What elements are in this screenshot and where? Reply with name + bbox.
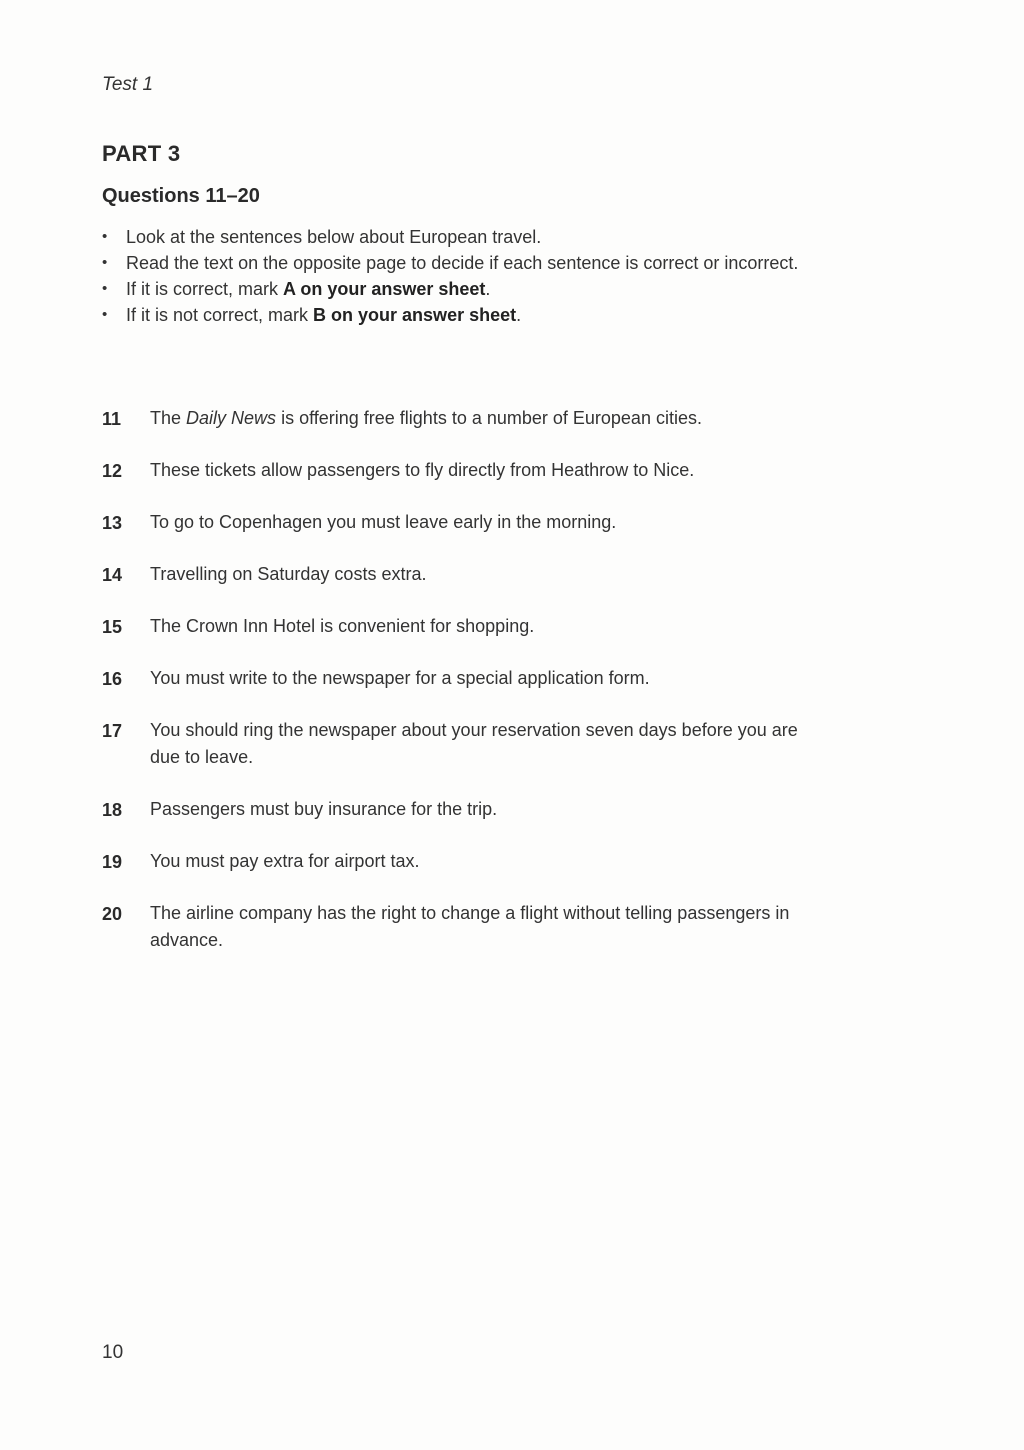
questions-list [102,405,832,979]
question-number: 18 [102,800,123,820]
part-title: PART 3 [102,141,181,166]
instruction-item [102,224,822,250]
bullet-icon: • [102,228,108,245]
question-item [102,457,832,484]
question-number: 15 [102,617,123,637]
bullet-icon: • [102,280,108,297]
instruction-item [102,276,822,302]
question-number: 16 [102,669,123,689]
bullet-icon: • [102,306,108,323]
question-text-part: The [150,408,187,428]
question-item [102,509,832,536]
question-text: You must write to the newspaper for a special application form. [150,668,650,688]
question-text: The airline company has the right to change a flight without telling passengers in advance. [150,903,790,950]
page-number: 10 [102,1342,124,1363]
question-item [102,848,832,875]
instruction-text: Read the text on the opposite page to decide if each sentence is correct or incorrect. [126,253,799,273]
question-text: Travelling on Saturday costs extra. [150,564,427,584]
instruction-end: . [516,305,522,325]
instructions-list [102,224,822,328]
question-number: 12 [102,461,123,481]
question-item [102,405,832,432]
question-text: These tickets allow passengers to fly directly from Heathrow to Nice. [150,460,695,480]
question-item [102,796,832,823]
newspaper-title: Daily News [186,408,277,428]
question-number: 11 [102,409,122,429]
instruction-end: . [485,279,491,299]
question-number: 17 [102,721,123,741]
question-text: You must pay extra for airport tax. [150,851,420,871]
question-text: Passengers must buy insurance for the trip. [150,799,498,819]
question-number: 19 [102,852,123,872]
question-text: You should ring the newspaper about your reservation seven days before you are due to leave. [150,720,798,767]
question-number: 14 [102,565,123,585]
question-item [102,613,832,640]
instruction-emphasis: B on your answer sheet [313,305,517,325]
question-number: 20 [102,904,123,924]
question-text: To go to Copenhagen you must leave early in the morning. [150,512,617,532]
instruction-text: If it is correct, mark [126,279,284,299]
question-item [102,900,832,954]
instruction-emphasis: A on your answer sheet [283,279,486,299]
question-number: 13 [102,513,123,533]
instruction-item [102,250,822,276]
question-item [102,665,832,692]
bullet-icon: • [102,254,108,271]
question-text: The Crown Inn Hotel is convenient for shopping. [150,616,535,636]
instruction-text: If it is not correct, mark [126,305,314,325]
question-item [102,561,832,588]
question-item [102,717,832,771]
running-header: Test 1 [102,74,154,95]
instruction-text: Look at the sentences below about European travel. [126,227,542,247]
question-text [150,408,702,428]
instruction-item [102,302,822,328]
question-text-part: is offering free flights to a number of European cities. [276,408,702,428]
questions-title: Questions 11–20 [102,185,260,207]
